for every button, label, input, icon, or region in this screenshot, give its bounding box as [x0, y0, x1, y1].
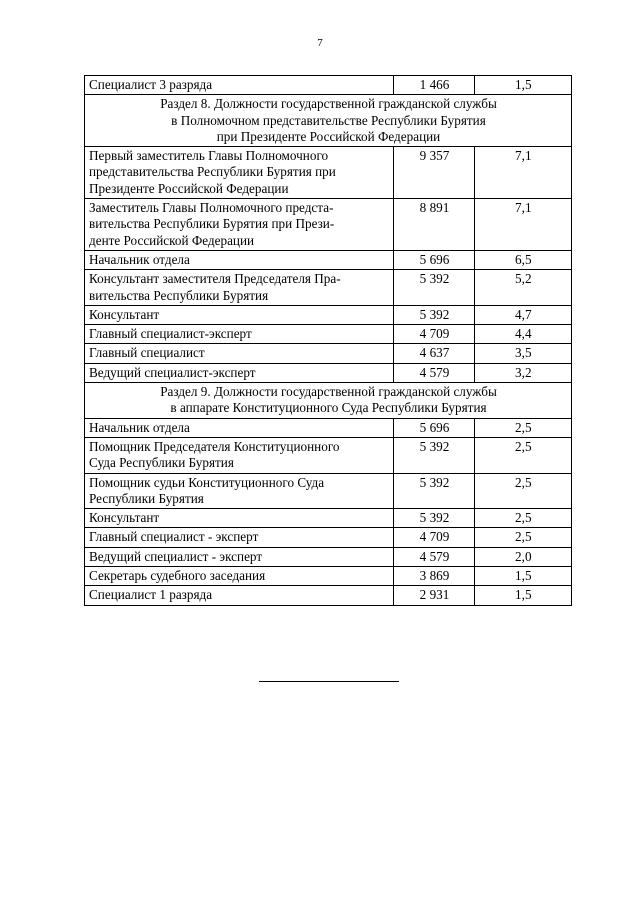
salary-value: 4 709	[394, 325, 474, 344]
salary-value: 2 931	[394, 586, 474, 605]
coefficient-value: 4,7	[474, 305, 571, 324]
position-name-line: Консультант	[89, 510, 160, 526]
table-row	[85, 147, 572, 199]
table-row	[85, 509, 572, 528]
position-name	[85, 147, 394, 199]
position-name-line: вительства Республики Бурятия при Прези-	[89, 216, 335, 232]
section-header-row	[85, 383, 572, 419]
position-name	[85, 270, 394, 306]
salary-value: 8 891	[394, 199, 474, 251]
salary-value: 4 637	[394, 344, 474, 363]
table-row	[85, 344, 572, 363]
position-name-line: Помощник Председателя Конституционного	[89, 438, 340, 454]
position-name-line: Ведущий специалист-эксперт	[89, 364, 256, 380]
position-name	[85, 586, 394, 605]
coefficient-value: 6,5	[474, 250, 571, 269]
section-title-line: в аппарате Конституционного Суда Республики Бурятия	[170, 400, 487, 416]
position-name-line: Главный специалист-эксперт	[89, 326, 252, 342]
coefficient-value: 2,5	[474, 437, 571, 473]
salary-value: 5 696	[394, 418, 474, 437]
salary-value: 5 392	[394, 473, 474, 509]
coefficient-value: 1,5	[474, 567, 571, 586]
position-name-line: Республики Бурятия	[89, 490, 204, 506]
salary-table	[84, 75, 572, 606]
position-name	[85, 567, 394, 586]
position-name	[85, 325, 394, 344]
coefficient-value: 2,5	[474, 418, 571, 437]
position-name	[85, 363, 394, 382]
coefficient-value: 2,5	[474, 528, 571, 547]
position-name-line: Первый заместитель Главы Полномочного	[89, 148, 329, 164]
salary-value: 9 357	[394, 147, 474, 199]
coefficient-value: 1,5	[474, 76, 571, 95]
coefficient-value: 2,5	[474, 509, 571, 528]
position-name-line: Консультант	[89, 306, 160, 322]
table-row	[85, 586, 572, 605]
position-name-line: Заместитель Главы Полномочного предста-	[89, 200, 334, 216]
position-name	[85, 509, 394, 528]
section-title-line: в Полномочном представительстве Республики Бурятия	[171, 112, 486, 128]
table-row	[85, 418, 572, 437]
section-title-line: при Президенте Российской Федерации	[216, 128, 441, 144]
table-row	[85, 76, 572, 95]
position-name-line: Президенте Российской Федерации	[89, 180, 289, 196]
salary-value: 4 709	[394, 528, 474, 547]
position-name-line: Секретарь судебного заседания	[89, 568, 266, 584]
coefficient-value: 3,5	[474, 344, 571, 363]
position-name-line: представительства Республики Бурятия при	[89, 164, 336, 180]
salary-value: 5 392	[394, 509, 474, 528]
coefficient-value: 1,5	[474, 586, 571, 605]
coefficient-value: 7,1	[474, 199, 571, 251]
position-name-line: Главный специалист - эксперт	[89, 529, 259, 545]
position-name-line: Начальник отдела	[89, 419, 190, 435]
table-row	[85, 305, 572, 324]
table-row	[85, 567, 572, 586]
page-number: 7	[317, 37, 323, 49]
position-name-line: Помощник судьи Конституционного Суда	[89, 474, 325, 490]
position-name	[85, 199, 394, 251]
coefficient-value: 4,4	[474, 325, 571, 344]
table-row	[85, 437, 572, 473]
salary-table-body	[85, 76, 572, 606]
position-name-line: денте Российской Федерации	[89, 232, 255, 248]
coefficient-value: 2,5	[474, 473, 571, 509]
table-row	[85, 199, 572, 251]
position-name	[85, 344, 394, 363]
coefficient-value: 2,0	[474, 547, 571, 566]
position-name	[85, 305, 394, 324]
table-row	[85, 547, 572, 566]
position-name	[85, 250, 394, 269]
salary-value: 1 466	[394, 76, 474, 95]
section-title	[85, 383, 572, 419]
position-name-line: Специалист 3 разряда	[89, 77, 213, 92]
position-name	[85, 418, 394, 437]
position-name	[85, 437, 394, 473]
table-row	[85, 473, 572, 509]
position-name	[85, 547, 394, 566]
salary-value: 4 579	[394, 363, 474, 382]
coefficient-value: 5,2	[474, 270, 571, 306]
section-title	[85, 95, 572, 147]
position-name	[85, 76, 394, 95]
position-name-line: Суда Республики Бурятия	[89, 455, 234, 471]
table-row	[85, 250, 572, 269]
position-name	[85, 473, 394, 509]
salary-value: 5 392	[394, 437, 474, 473]
position-name-line: Консультант заместителя Председателя Пра-	[89, 271, 341, 287]
table-row	[85, 363, 572, 382]
table-row	[85, 325, 572, 344]
section-title-line: Раздел 9. Должности государственной гражданской службы	[160, 384, 497, 400]
position-name-line: Главный специалист	[89, 345, 205, 361]
coefficient-value: 3,2	[474, 363, 571, 382]
salary-value: 3 869	[394, 567, 474, 586]
position-name-line: Начальник отдела	[89, 251, 190, 267]
coefficient-value: 7,1	[474, 147, 571, 199]
position-name-line: Ведущий специалист - эксперт	[89, 548, 263, 564]
section-header-row	[85, 95, 572, 147]
salary-value: 5 696	[394, 250, 474, 269]
salary-value: 4 579	[394, 547, 474, 566]
position-name	[85, 528, 394, 547]
table-row	[85, 528, 572, 547]
position-name-line: вительства Республики Бурятия	[89, 287, 269, 303]
section-title-line: Раздел 8. Должности государственной гражданской службы	[160, 96, 497, 112]
table-row	[85, 270, 572, 306]
closing-rule	[259, 681, 399, 682]
salary-value: 5 392	[394, 305, 474, 324]
salary-value: 5 392	[394, 270, 474, 306]
position-name-line: Специалист 1 разряда	[89, 587, 213, 603]
